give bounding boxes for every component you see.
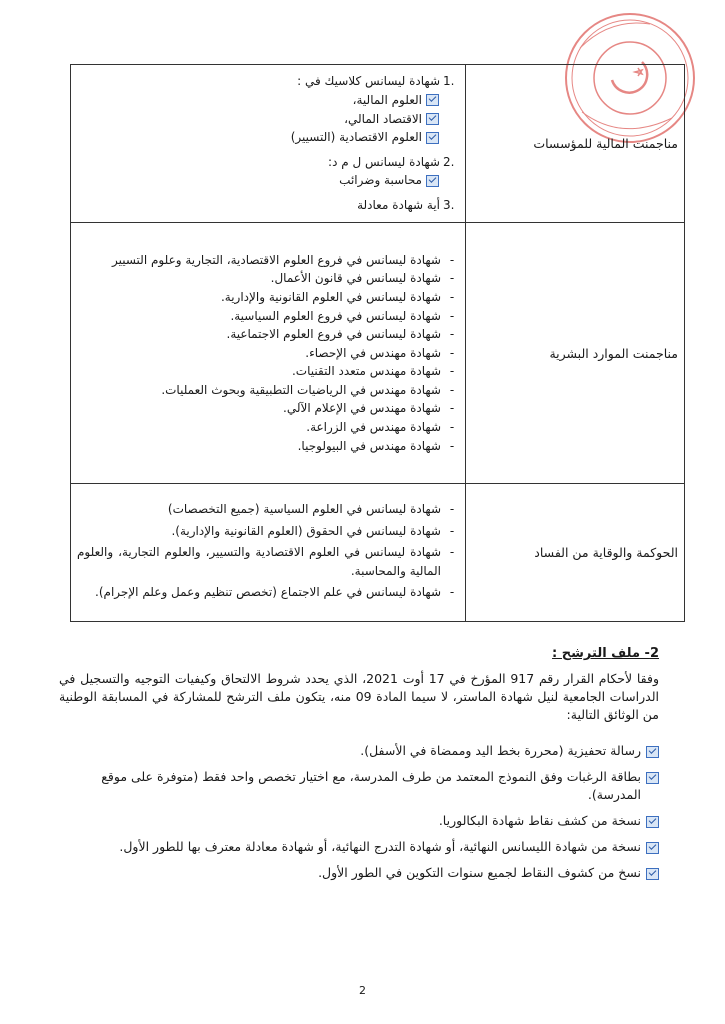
item-text: شهادة مهندس في الإحصاء.	[305, 345, 441, 360]
list-item: - شهادة مهندس في البيولوجيا.	[77, 437, 457, 456]
list-item: - شهادة ليسانس في علم الاجتماع (تخصص تنظيم وعمل وعلم الإجرام).	[77, 583, 457, 602]
item-number: 1.	[443, 74, 455, 89]
list-item	[77, 72, 457, 91]
item-text: شهادة ليسانس في العلوم الاقتصادية والتسيير، والعلوم التجارية، والعلوم المالية والمحاسبة.	[77, 545, 441, 578]
specialty-name: مناجمنت المالية للمؤسسات	[466, 65, 685, 223]
list-item: - شهادة مهندس في الإحصاء.	[77, 344, 457, 363]
conditions-cell	[71, 484, 466, 622]
item-text: أية شهادة معادلة	[357, 197, 440, 212]
sub-item	[77, 110, 457, 129]
section-title: 2- ملف الترشح :	[552, 646, 659, 661]
list-item: - شهادة ليسانس في الحقوق (العلوم القانونية والإدارية).	[77, 522, 457, 541]
list-item: - شهادة مهندس في الرياضيات التطبيقية وبحوث العمليات.	[77, 381, 457, 400]
checkbox-bullet-icon	[646, 842, 659, 854]
list-item: - شهادة مهندس في الزراعة.	[77, 418, 457, 437]
specialty-name: الحوكمة والوقاية من الفساد	[466, 484, 685, 622]
checkbox-bullet-icon	[646, 816, 659, 828]
checkbox-bullet-icon	[426, 175, 439, 187]
list-item	[77, 153, 457, 172]
item-text: شهادة مهندس في الإعلام الآلي.	[283, 401, 441, 416]
item-text: شهادة ليسانس في العلوم القانونية والإدارية.	[220, 289, 441, 304]
checkbox-bullet-icon	[646, 746, 659, 758]
item-text: رسالة تحفيزية (محررة بخط اليد وممضاة في الأسفل).	[360, 743, 641, 758]
item-text: نسخة من كشف نقاط شهادة البكالوريا.	[438, 813, 641, 828]
item-text: شهادة مهندس في الرياضيات التطبيقية وبحوث العمليات.	[161, 382, 441, 397]
list-item: - شهادة مهندس في الإعلام الآلي.	[77, 399, 457, 418]
list-item: - شهادة ليسانس في العلوم السياسية (جميع التخصصات)	[77, 500, 457, 519]
item-text: شهادة ليسانس كلاسيك في :	[297, 74, 440, 89]
sub-item	[77, 171, 457, 190]
list-item: - شهادة ليسانس في العلوم الاقتصادية والتسيير، والعلوم التجارية، والعلوم المالية والمحاسبة.	[77, 543, 457, 580]
sub-item	[77, 91, 457, 110]
list-item: - شهادة ليسانس في العلوم القانونية والإدارية.	[77, 288, 457, 307]
documents-list	[59, 742, 659, 890]
item-text: شهادة ليسانس في الحقوق (العلوم القانونية والإدارية).	[171, 523, 441, 538]
list-item	[59, 812, 659, 830]
item-number: 2.	[443, 154, 455, 169]
specialties-table	[70, 64, 685, 622]
table-row	[71, 65, 685, 223]
item-text: نسخة من شهادة الليسانس النهائية، أو شهادة التدرج النهائية، أو شهادة معادلة معترف بها للطور الأول.	[119, 839, 641, 854]
item-text: شهادة ليسانس في فروع العلوم الاقتصادية، التجارية وعلوم التسيير	[111, 252, 441, 267]
list-item	[59, 768, 659, 804]
item-text: شهادة ليسانس في فروع العلوم السياسية.	[230, 308, 441, 323]
conditions-cell	[71, 65, 466, 223]
section-paragraph: وفقا لأحكام القرار رقم 917 المؤرخ في 17 أوت 2021، الذي يحدد شروط الالتحاق وكيفيات التوجيه والتسجيل في الدراسات الجامعية لنيل شهادة الماستر، لا سيما المادة 09 منه، يتكون ملف الترشح للمشاركة في المسابقة الوطنية من الوثائق التالية:	[59, 671, 660, 722]
list-item	[59, 864, 659, 882]
list-item: - شهادة ليسانس في فروع العلوم الاجتماعية.	[77, 325, 457, 344]
checkbox-bullet-icon	[646, 868, 659, 880]
item-text: شهادة ليسانس في العلوم السياسية (جميع التخصصات)	[167, 502, 441, 517]
sub-item-text: محاسبة وضرائب	[339, 173, 422, 188]
item-text: شهادة مهندس في البيولوجيا.	[297, 438, 441, 453]
list-item: - شهادة ليسانس في فروع العلوم السياسية.	[77, 307, 457, 326]
specialty-name: مناجمنت الموارد البشرية	[466, 223, 685, 484]
checkbox-bullet-icon	[426, 94, 439, 106]
checkbox-bullet-icon	[426, 113, 439, 125]
item-text: نسخ من كشوف النقاط لجميع سنوات التكوين في الطور الأول.	[318, 865, 641, 880]
list-item: - شهادة ليسانس في قانون الأعمال.	[77, 269, 457, 288]
item-text: شهادة مهندس متعدد التقنيات.	[291, 364, 441, 379]
item-text: بطاقة الرغبات وفق النموذج المعتمد من طرف المدرسة، مع اختيار تخصص واحد فقط (متوفرة على موقع المدرسة).	[101, 769, 641, 802]
item-text: شهادة مهندس في الزراعة.	[306, 420, 441, 435]
sub-item-text: الاقتصاد المالي،	[344, 111, 422, 126]
item-number: 3.	[443, 197, 455, 212]
item-text: شهادة ليسانس في علم الاجتماع (تخصص تنظيم وعمل وعلم الإجرام).	[95, 585, 441, 600]
item-text: شهادة ليسانس في فروع العلوم الاجتماعية.	[226, 327, 441, 342]
table-row	[71, 223, 685, 484]
checkbox-bullet-icon	[426, 132, 439, 144]
table-row	[71, 484, 685, 622]
sub-item-text: العلوم الاقتصادية (التسيير)	[290, 130, 422, 145]
conditions-cell	[71, 223, 466, 484]
list-item	[77, 196, 457, 215]
item-text: شهادة ليسانس في قانون الأعمال.	[270, 271, 441, 286]
list-item: - شهادة ليسانس في فروع العلوم الاقتصادية، التجارية وعلوم التسيير	[77, 251, 457, 270]
list-item	[59, 742, 659, 760]
list-item: - شهادة مهندس متعدد التقنيات.	[77, 362, 457, 381]
checkbox-bullet-icon	[646, 772, 659, 784]
list-item	[59, 838, 659, 856]
item-text: شهادة ليسانس ل م د:	[328, 154, 440, 169]
sub-item	[77, 128, 457, 147]
sub-item-text: العلوم المالية،	[352, 93, 422, 108]
page-number: 2	[359, 984, 366, 997]
